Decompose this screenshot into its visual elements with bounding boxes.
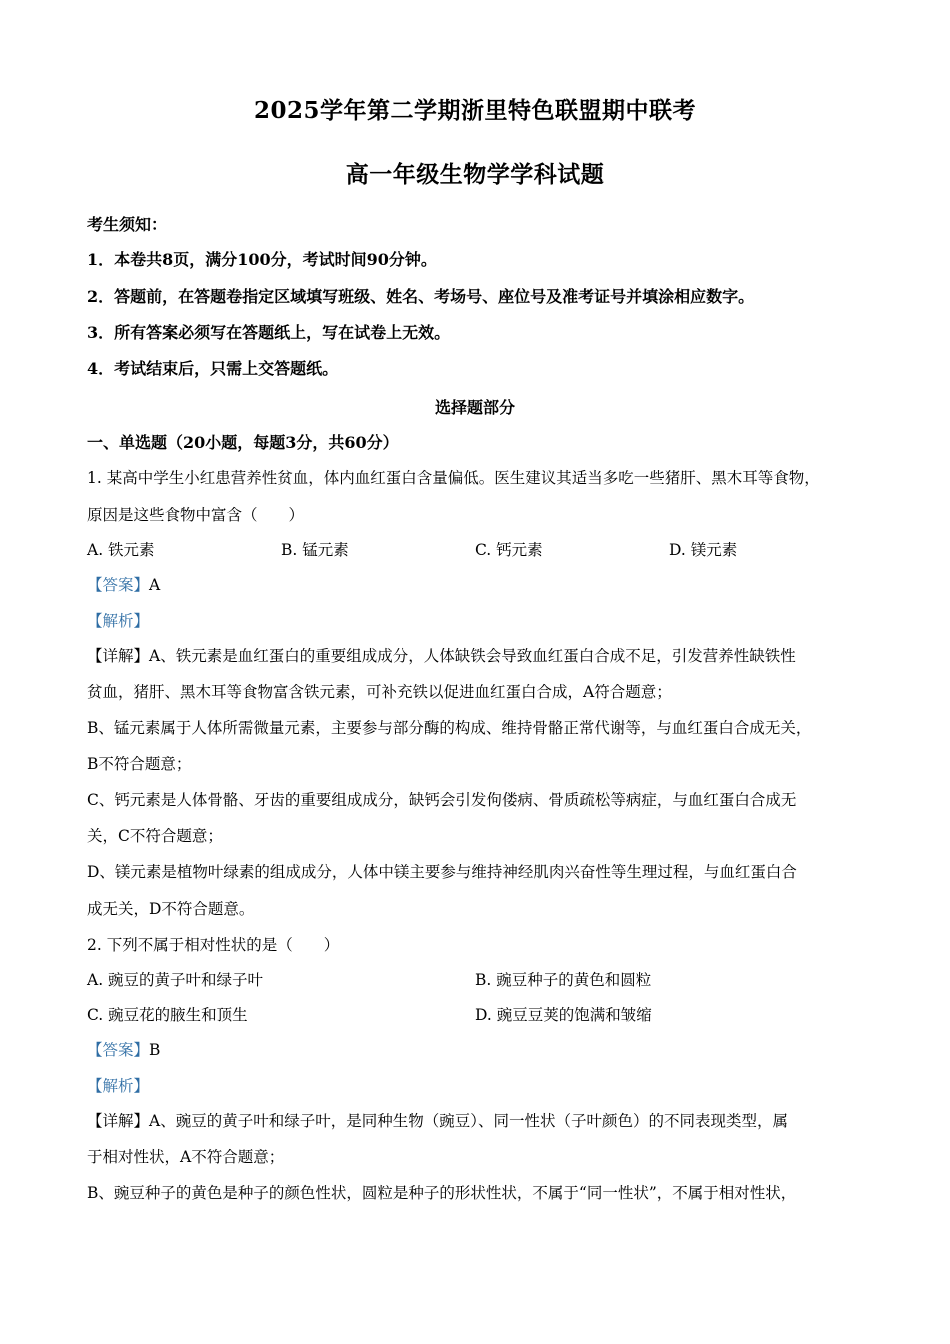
option-c: C. 钙元素 bbox=[475, 541, 543, 559]
exam-title: 2025学年第二学期浙里特色联盟期中联考 bbox=[253, 97, 696, 124]
group-title: 一、单选题（20小题，每题3分，共60分） bbox=[87, 433, 399, 452]
answer-tag: 【答案】 bbox=[87, 1041, 150, 1059]
analysis-tag: 【解析】 bbox=[87, 612, 150, 630]
answer-line bbox=[87, 573, 160, 595]
question-stem: 1. 某高中学生小红患营养性贫血，体内血红蛋白含量偏低。医生建议其适当多吃一些猪肝、黑木耳等食物， bbox=[87, 469, 820, 487]
detail-line: 【详解】A、铁元素是血红蛋白的重要组成成分，人体缺铁会导致血红蛋白合成不足，引发营养性缺铁性 bbox=[87, 647, 796, 665]
part-title: 选择题部分 bbox=[434, 398, 515, 417]
detail-line: C、钙元素是人体骨骼、牙齿的重要组成成分，缺钙会引发佝偻病、骨质疏松等病症，与血红蛋白合成无 bbox=[87, 791, 797, 809]
option-a: A. 铁元素 bbox=[87, 541, 155, 559]
option-d: D. 豌豆豆荚的饱满和皱缩 bbox=[475, 1006, 652, 1024]
detail-line: D、镁元素是植物叶绿素的组成成分，人体中镁主要参与维持神经肌肉兴奋性等生理过程，与血红蛋白合 bbox=[87, 863, 797, 881]
question-stem: 原因是这些食物中富含（ ） bbox=[87, 506, 305, 524]
exam-subtitle: 高一年级生物学学科试题 bbox=[345, 161, 605, 188]
notice-item: 4．考试结束后，只需上交答题纸。 bbox=[87, 359, 339, 378]
option-b: B. 豌豆种子的黄色和圆粒 bbox=[475, 971, 652, 989]
answer-value: A bbox=[149, 576, 161, 594]
question-stem: 2. 下列不属于相对性状的是（ ） bbox=[87, 936, 340, 954]
detail-line: B、锰元素属于人体所需微量元素，主要参与部分酶的构成、维持骨骼正常代谢等，与血红蛋白合成无关， bbox=[87, 719, 812, 737]
analysis-tag: 【解析】 bbox=[87, 1077, 150, 1095]
answer-line bbox=[87, 1038, 160, 1060]
notice-item: 1．本卷共8页，满分100分，考试时间90分钟。 bbox=[87, 250, 437, 269]
option-b: B. 锰元素 bbox=[281, 541, 349, 559]
option-a: A. 豌豆的黄子叶和绿子叶 bbox=[87, 971, 264, 989]
detail-line: 【详解】A、豌豆的黄子叶和绿子叶，是同种生物（豌豆）、同一性状（子叶颜色）的不同表现类型，属 bbox=[87, 1112, 788, 1130]
option-d: D. 镁元素 bbox=[669, 541, 738, 559]
detail-line: 于相对性状，A不符合题意； bbox=[87, 1148, 285, 1166]
detail-line: 贫血，猪肝、黑木耳等食物富含铁元素，可补充铁以促进血红蛋白合成，A符合题意； bbox=[87, 683, 672, 701]
detail-line: 成无关，D不符合题意。 bbox=[87, 900, 255, 918]
detail-line: B、豌豆种子的黄色是种子的颜色性状，圆粒是种子的形状性状，不属于“同一性状”，不属于相对性状， bbox=[87, 1184, 797, 1202]
option-c: C. 豌豆花的腋生和顶生 bbox=[87, 1006, 248, 1024]
answer-value: B bbox=[149, 1041, 161, 1059]
notice-item: 3．所有答案必须写在答题纸上，写在试卷上无效。 bbox=[87, 323, 451, 342]
notice-heading: 考生须知： bbox=[87, 215, 168, 234]
detail-line: 关，C不符合题意； bbox=[87, 827, 223, 845]
notice-item: 2．答题前，在答题卷指定区域填写班级、姓名、考场号、座位号及准考证号并填涂相应数字。 bbox=[87, 287, 755, 306]
answer-tag: 【答案】 bbox=[87, 576, 150, 594]
detail-line: B不符合题意； bbox=[87, 755, 192, 773]
